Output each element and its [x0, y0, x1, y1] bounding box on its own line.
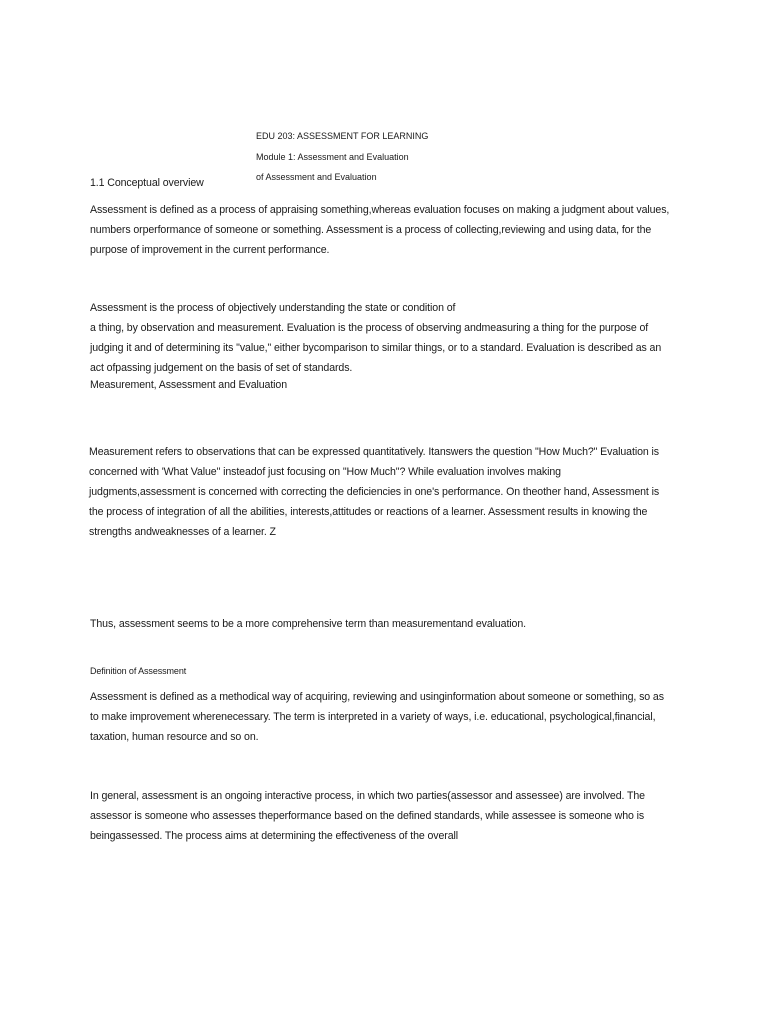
- text-line: taxation, human resource and so on.: [90, 731, 259, 743]
- text-line: act ofpassing judgement on the basis of set of standards.: [90, 362, 353, 374]
- text-line: the process of integration of all the abilities, interests,attitudes or reactions of a learner. Assessment results in knowing the: [89, 506, 648, 518]
- text-line: to make improvement wherenecessary. The term is interpreted in a variety of ways, i.e. educational, psychological,financial,: [90, 711, 656, 723]
- text-line: assessor is someone who assesses theperformance based on the defined standards, while assessee is someone who is: [90, 810, 645, 822]
- section-heading: 1.1 Conceptual overview: [90, 177, 204, 189]
- text-line: strengths andweaknesses of a learner. Z: [89, 526, 276, 538]
- text-line: beingassessed. The process aims at determining the effectiveness of the overall: [90, 830, 458, 842]
- module-title: Module 1: Assessment and Evaluation: [256, 152, 409, 162]
- paragraph-4: Thus, assessment seems to be a more comprehensive term than measurementand evaluation.: [90, 618, 526, 630]
- course-title: EDU 203: ASSESSMENT FOR LEARNING: [256, 131, 429, 141]
- text-line: Assessment is defined as a process of appraising something,whereas evaluation focuses on making a judgment about values,: [90, 204, 670, 216]
- paragraph-2: [90, 298, 661, 378]
- text-line: Measurement refers to observations that can be expressed quantitatively. Itanswers the question "How Much?" Evaluation is: [89, 446, 659, 458]
- text-line: Assessment is the process of objectively understanding the state or condition of: [90, 302, 456, 314]
- paragraph-1: [90, 200, 669, 260]
- paragraph-3: [89, 442, 659, 542]
- text-line: numbers orperformance of someone or something. Assessment is a process of collecting,reviewing and using data, for the: [90, 224, 652, 236]
- text-line: judgments,assessment is concerned with correcting the deficiencies in one's performance. On theother hand, Assessment is: [89, 486, 660, 498]
- definition-heading: Definition of Assessment: [90, 666, 187, 676]
- subheading-measurement: Measurement, Assessment and Evaluation: [90, 379, 288, 391]
- text-line: judging it and of determining its "value," either bycomparison to similar things, or to a standard. Evaluation is described as an: [90, 342, 662, 354]
- text-line: In general, assessment is an ongoing interactive process, in which two parties(assessor and assessee) are involved. The: [90, 790, 645, 802]
- text-line: Assessment is defined as a methodical way of acquiring, reviewing and usinginformation about someone or something, so as: [90, 691, 664, 703]
- paragraph-5: [90, 687, 664, 747]
- text-line: purpose of improvement in the current performance.: [90, 244, 330, 256]
- text-line: a thing, by observation and measurement. Evaluation is the process of observing andmeasuring a thing for the purpose of: [90, 322, 649, 334]
- text-line: concerned with 'What Value" insteadof just focusing on "How Much"? While evaluation involves making: [89, 466, 561, 478]
- module-subtitle: of Assessment and Evaluation: [256, 172, 377, 182]
- paragraph-6: [90, 786, 645, 846]
